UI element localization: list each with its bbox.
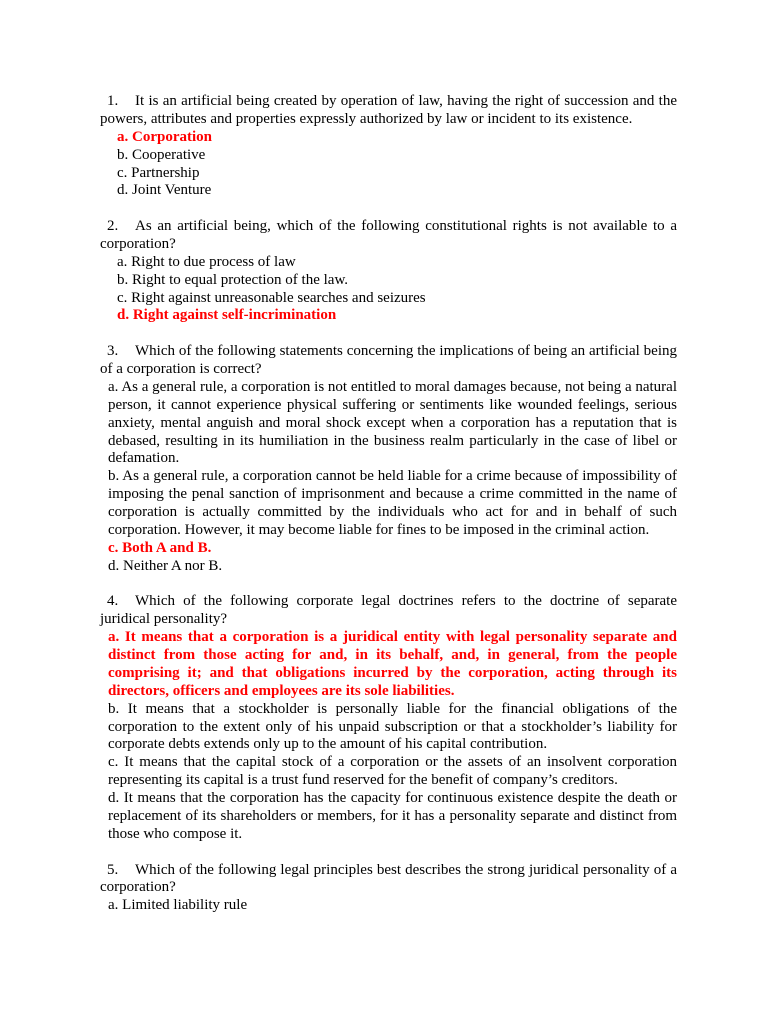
option-c: c. It means that the capital stock of a corporation or the assets of an insolvent corporation representing its capital is a trust fund reserved for the benefit of company’s creditors. [108, 754, 677, 789]
option-b: b. It means that a stockholder is personally liable for the financial obligations of the corporation to the extent only of his unpaid subscription or that a stockholder’s liability for corporate debts extends only up to the amount of his capital contribution. [108, 700, 677, 753]
question-number: 2. [107, 218, 119, 235]
question-text: Which of the following statements concerning the implications of being an artificial being of a corporation is correct? [100, 343, 677, 378]
question-text: Which of the following corporate legal doctrines refers to the doctrine of separate juridical personality? [100, 593, 677, 628]
question-number: 4. [107, 593, 119, 610]
question-stem [100, 218, 677, 254]
question-stem [100, 862, 677, 898]
option-a: a. As a general rule, a corporation is not entitled to moral damages because, not being a natural person, it cannot experience physical suffering or sentiments like wounded feelings, serious anxiety, mental anguish and moral shock except when a corporation has a reputation that is debased, resulting in its humiliation in the business realm particularly in the case of libel or defamation. [108, 378, 677, 467]
question-number: 3. [107, 343, 119, 360]
question-stem [100, 593, 677, 629]
question-stem [100, 93, 677, 129]
option-b: b. Right to equal protection of the law. [117, 271, 349, 288]
options-list [100, 897, 677, 915]
question-text: It is an artificial being created by operation of law, having the right of succession and the powers, attributes and properties expressly authorized by law or incident to its existence. [100, 93, 677, 127]
option-c: c. Partnership [117, 164, 200, 181]
option-c: c. Right against unreasonable searches and seizures [117, 289, 426, 306]
question-text: As an artificial being, which of the following constitutional rights is not available to a corporation? [100, 218, 677, 252]
option-a: a. Limited liability rule [108, 897, 248, 914]
question-4 [100, 593, 677, 843]
options-list [100, 379, 677, 576]
option-a: a. Corporation [117, 128, 212, 145]
option-c: c. Both A and B. [108, 539, 212, 556]
question-number: 1. [107, 93, 119, 109]
question-stem [100, 343, 677, 379]
question-5 [100, 862, 677, 916]
question-3 [100, 343, 677, 575]
options-list [100, 129, 677, 201]
option-a: a. Right to due process of law [117, 253, 296, 270]
option-d: d. It means that the corporation has the capacity for continuous existence despite the death or replacement of its shareholders or members, for it has a personality separate and distinct from those who compose it. [108, 790, 677, 842]
option-d: d. Neither A nor B. [108, 557, 223, 574]
option-d: d. Right against self-incrimination [117, 307, 337, 324]
options-list [100, 254, 677, 326]
question-1 [100, 93, 677, 200]
question-number: 5. [107, 861, 119, 878]
option-b: b. Cooperative [117, 146, 206, 163]
option-b: b. As a general rule, a corporation cannot be held liable for a crime because of impossibility of imposing the penal sanction of imprisonment and because a crime committed in the name of corporation is actually committed by the individuals who act for and in behalf of such corporation. However, it may become liable for fines to be imposed in the criminal action. [108, 468, 677, 538]
options-list [100, 629, 677, 844]
option-d: d. Joint Venture [117, 182, 212, 199]
question-text: Which of the following legal principles best describes the strong juridical personality of a corporation? [100, 861, 677, 896]
document-page [100, 93, 677, 933]
question-2 [100, 218, 677, 325]
option-a: a. It means that a corporation is a juridical entity with legal personality separate and distinct from those acting for and, in its behalf, and, in general, from the people comprising it; and that obligations incurred by the corporation, acting through its directors, officers and employees are its sole liabilities. [108, 629, 677, 699]
